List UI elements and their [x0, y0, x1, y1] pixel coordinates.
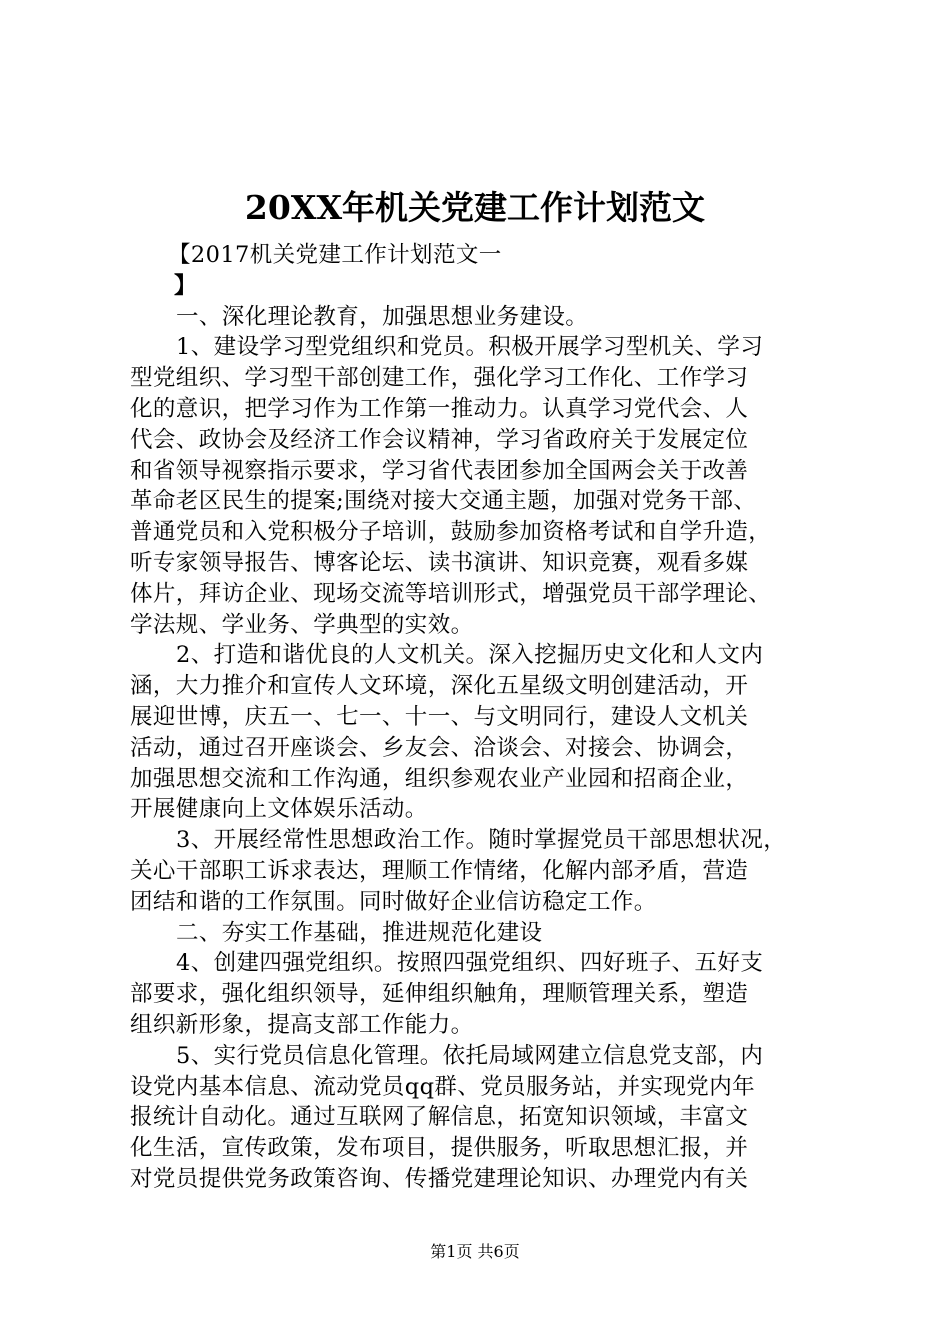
paragraph-line: 体片，拜访企业、现场交流等培训形式，增强党员干部学理论、 [130, 580, 772, 607]
page-indicator: 第1页 共6页 [430, 1242, 520, 1261]
document-subtitle: 【2017机关党建工作计划范文一 [168, 242, 502, 268]
paragraph-line: 3、开展经常性思想政治工作。随时掌握党员干部思想状况， [176, 827, 787, 854]
paragraph-line: 部要求，强化组织领导，延伸组织触角，理顺管理关系，塑造 [130, 981, 749, 1008]
paragraph-line: 一、深化理论教育，加强思想业务建设。 [176, 303, 589, 330]
paragraph-line: 二、夯实工作基础，推进规范化建设 [176, 919, 543, 946]
document-body [130, 240, 830, 1195]
paragraph-line: 1、建设学习型党组织和党员。积极开展学习型机关、学习 [176, 334, 764, 361]
paragraph-line: 化生活，宣传政策，发布项目，提供服务，听取思想汇报，并 [130, 1135, 749, 1162]
paragraph-line: 普通党员和入党积极分子培训，鼓励参加资格考试和自学升造， [130, 519, 772, 546]
paragraph-line: 和省领导视察指示要求，学习省代表团参加全国两会关于改善 [130, 457, 749, 484]
paragraph-line: 报统计自动化。通过互联网了解信息，拓宽知识领域，丰富文 [130, 1104, 749, 1131]
paragraph-line: 代会、政协会及经济工作会议精神，学习省政府关于发展定位 [130, 426, 749, 453]
document-subtitle-close: 】 [174, 272, 197, 299]
paragraph-line: 对党员提供党务政策咨询、传播党建理论知识、办理党内有关 [130, 1165, 749, 1192]
paragraph-line: 2、打造和谐优良的人文机关。深入挖掘历史文化和人文内 [176, 642, 764, 669]
paragraph-line: 型党组织、学习型干部创建工作，强化学习工作化、工作学习 [130, 365, 749, 392]
paragraph-line: 听专家领导报告、博客论坛、读书演讲、知识竞赛，观看多媒 [130, 549, 749, 576]
paragraph-line: 4、创建四强党组织。按照四强党组织、四好班子、五好支 [176, 950, 764, 977]
paragraph-line: 学法规、学业务、学典型的实效。 [130, 611, 474, 638]
document-title: 20XX年机关党建工作计划范文 [244, 188, 706, 227]
paragraph-line: 加强思想交流和工作沟通，组织参观农业产业园和招商企业， [130, 765, 749, 792]
paragraph-line: 开展健康向上文体娱乐活动。 [130, 796, 428, 823]
paragraph-line: 化的意识，把学习作为工作第一推动力。认真学习党代会、人 [130, 395, 749, 422]
paragraph-line: 革命老区民生的提案;围绕对接大交通主题，加强对党务干部、 [130, 488, 757, 515]
paragraph-line: 活动，通过召开座谈会、乡友会、洽谈会、对接会、协调会， [130, 734, 749, 761]
paragraph-line: 团结和谐的工作氛围。同时做好企业信访稳定工作。 [130, 888, 657, 915]
paragraph-line: 展迎世博，庆五一、七一、十一、与文明同行，建设人文机关 [130, 703, 749, 730]
paragraph-line: 设党内基本信息、流动党员qq群、党员服务站，并实现党内年 [130, 1073, 756, 1100]
paragraph-line: 关心干部职工诉求表达，理顺工作情绪，化解内部矛盾，营造 [130, 857, 749, 884]
paragraph-line: 5、实行党员信息化管理。依托局域网建立信息党支部，内 [176, 1042, 764, 1069]
paragraph-line: 涵，大力推介和宣传人文环境，深化五星级文明创建活动，开 [130, 673, 749, 700]
paragraph-line: 组织新形象，提高支部工作能力。 [130, 1011, 474, 1038]
